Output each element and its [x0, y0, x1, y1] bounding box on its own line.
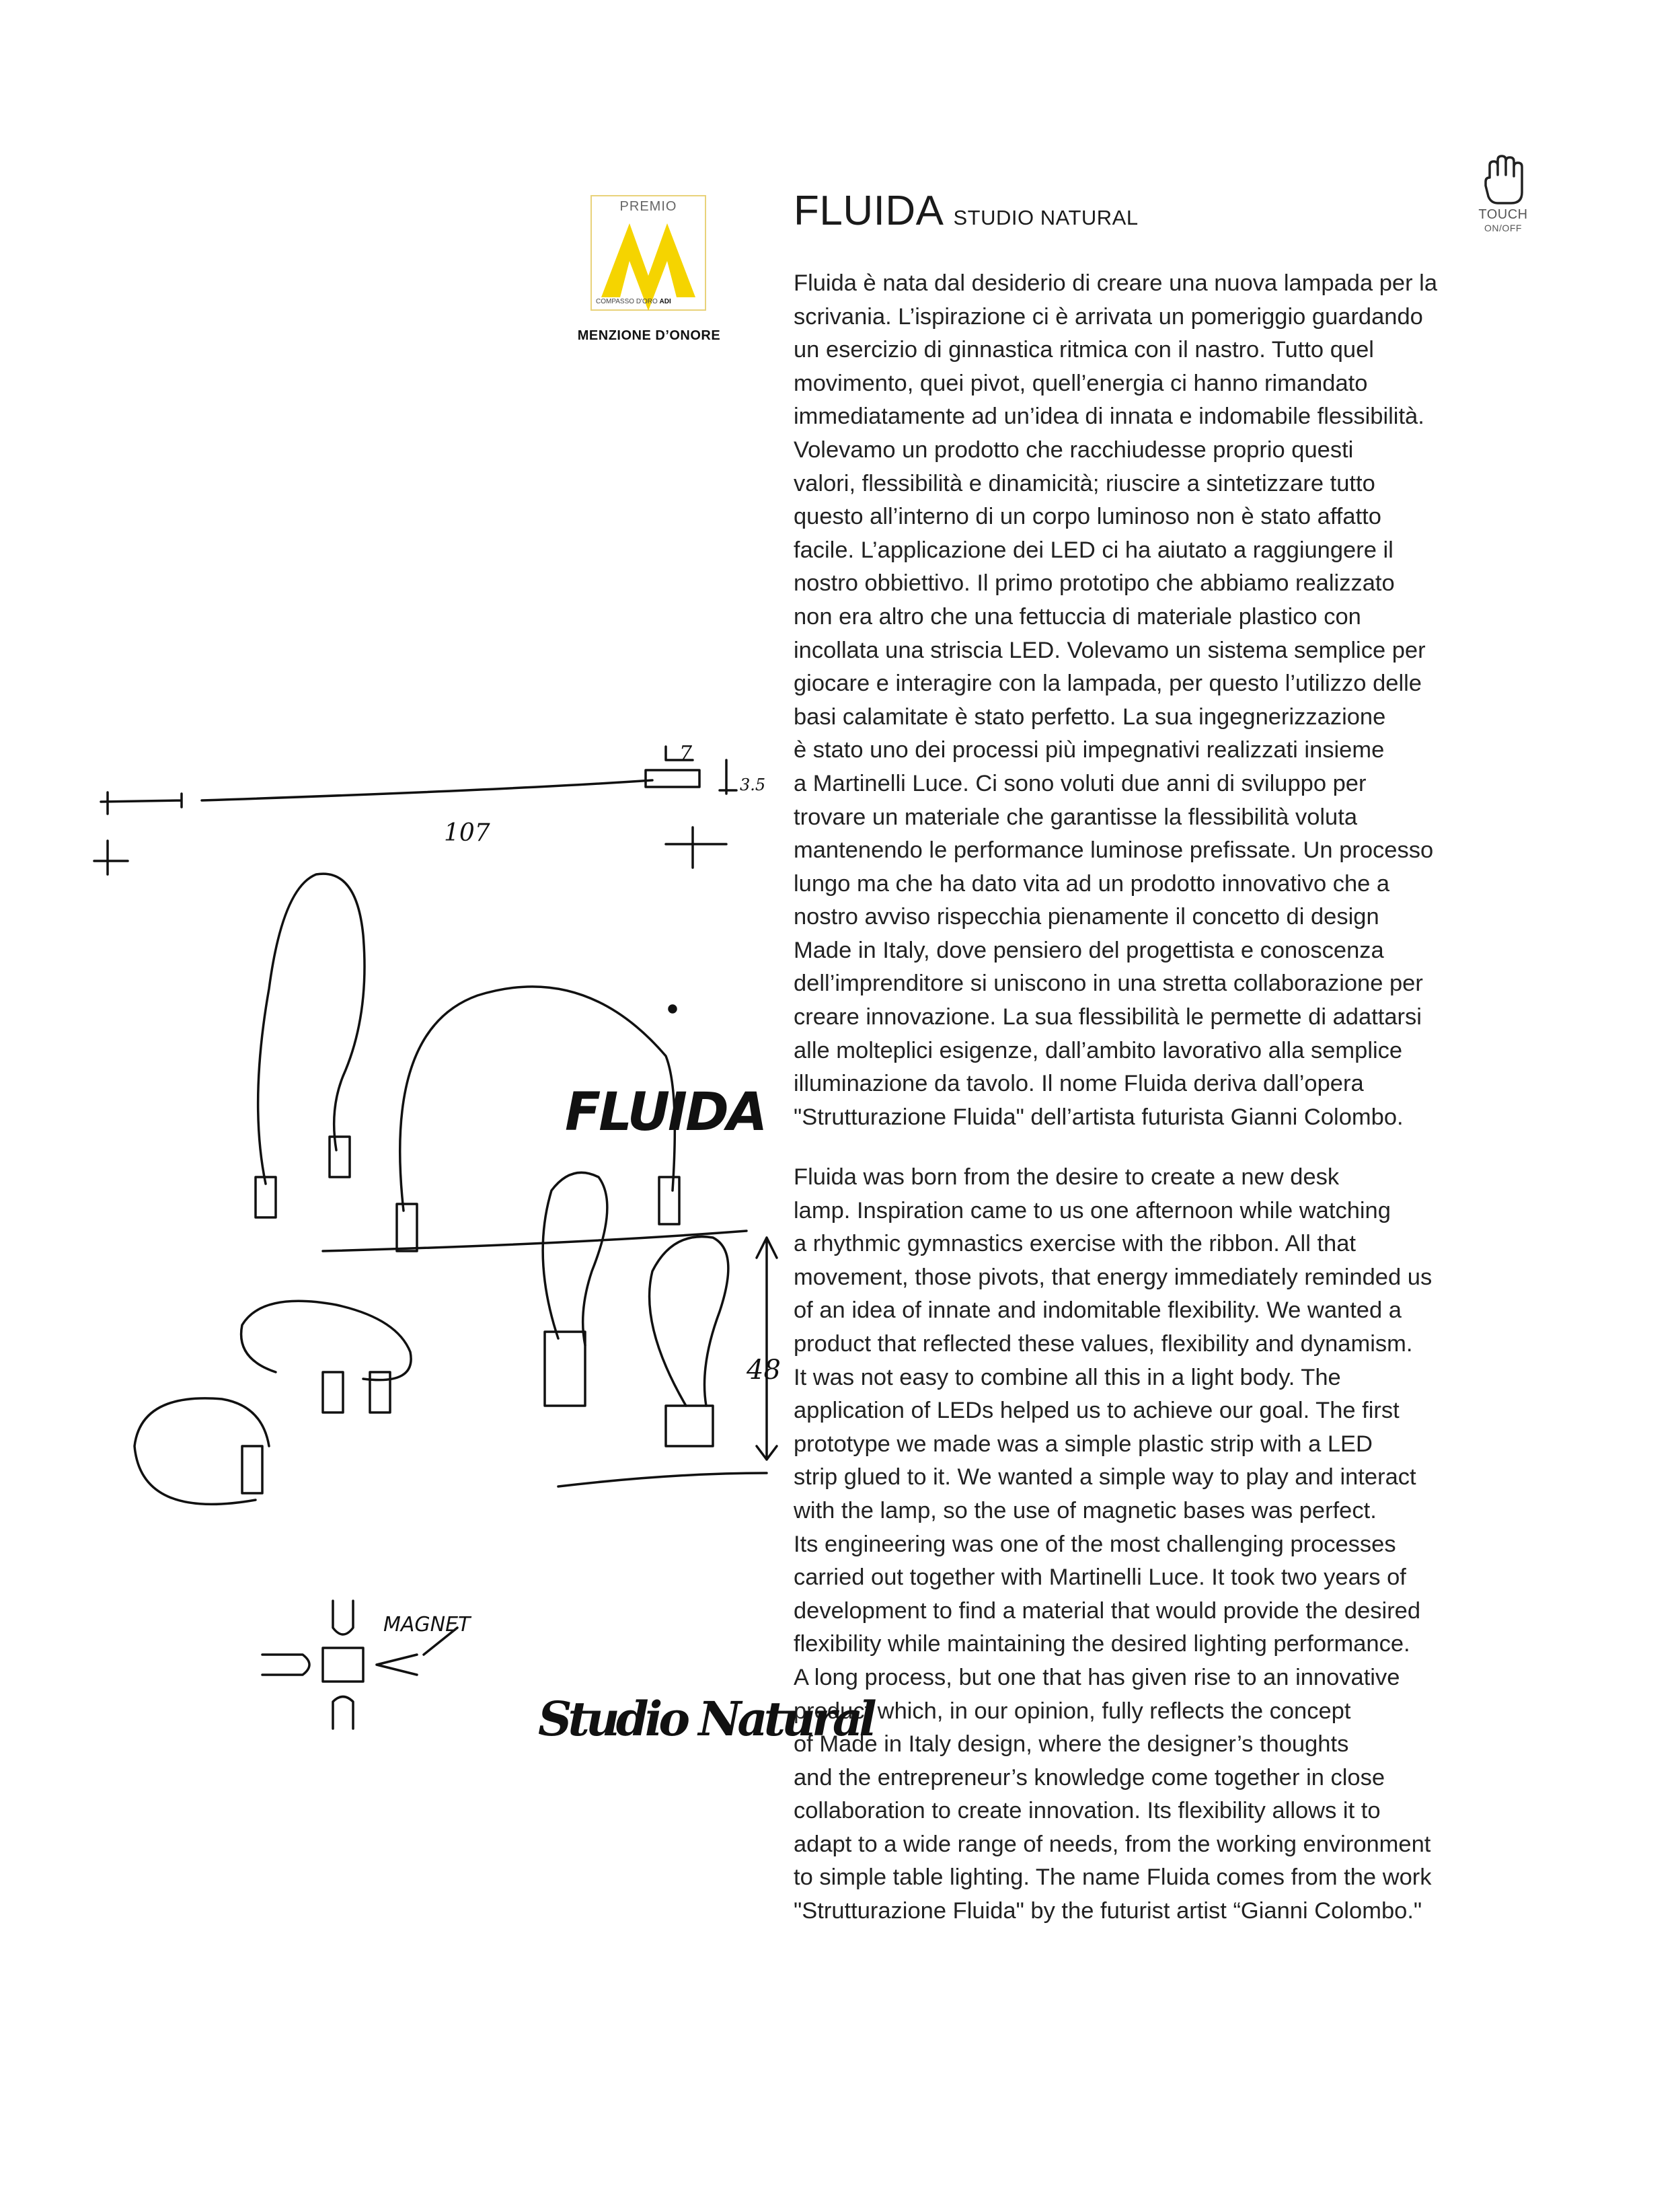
award-compasso-text: COMPASSO D'ORO	[596, 298, 658, 305]
lamp-base	[545, 1332, 585, 1406]
lamp-base	[330, 1137, 350, 1177]
table-line-2	[558, 1473, 767, 1486]
designer-name: STUDIO NATURAL	[953, 206, 1139, 229]
hand-icon	[1476, 155, 1530, 206]
touch-indicator	[1473, 155, 1533, 233]
magnet-left	[262, 1655, 309, 1675]
lamp-drop-center	[543, 1172, 607, 1345]
lamp-oval-top	[241, 1301, 412, 1380]
designer-signature: Studio Natural	[538, 1691, 873, 1747]
dot-mark	[669, 1006, 676, 1012]
lamp-base	[659, 1177, 679, 1224]
touch-label: TOUCH	[1478, 207, 1528, 222]
magnet-top	[333, 1601, 353, 1634]
magnet-right	[377, 1655, 417, 1675]
award-mention: MENZIONE D’ONORE	[577, 328, 721, 343]
dimension-marks-right	[720, 760, 736, 794]
lamp-sketch	[101, 742, 873, 1796]
magnet-square	[323, 1648, 363, 1682]
dim-side-label: 3.5	[740, 776, 766, 794]
award-compasso	[596, 298, 702, 305]
award-compasso-bold: ADI	[659, 298, 671, 305]
magnet-label: MAGNET	[383, 1613, 471, 1636]
lamp-bases	[323, 1372, 390, 1412]
dim-width-label: 107	[444, 819, 490, 847]
dimension-marks-left	[101, 792, 182, 814]
lamp-base	[397, 1204, 417, 1251]
description-italian: Fluida è nata dal desiderio di creare una nuova lampada per la scrivania. L’ispirazione ci è arrivata un pomeriggio guardando un esercizio di ginnastica ritmica con il nastro. Tutto quel movimento, quei pivot, quell’energia ci hanno rimandato immediatamente ad un’idea di innata e indomabile flessibilità. Volevamo un prodotto che racchiudesse proprio questi valori, flessibilità e dinamicità; riuscire a sintetizzare tutto questo all’interno di un corpo luminoso non è stato affatto facile. L’applicazione dei LED ci ha aiutato a raggiungere il nostro obbiettivo. Il primo prototipo che abbiamo realizzato non era altro che una fettuccia di materiale plastico con incollata una striscia LED. Volevamo un sistema semplice per giocare e interagire con la lampada, per questo l’utilizzo delle basi calamitate è stato perfetto. La sua ingegnerizzazione è stato uno dei processi più impegnativi realizzati insieme a Martinelli Luce. Ci sono voluti due anni di sviluppo per trovare un materiale che garantisse la flessibilità voluta mantenendo le performance luminose prefissate. Un processo lungo ma che ha dato vita ad un prodotto innovativo che a nostro avviso rispecchia pienamente il concetto di design Made in Italy, dove pensiero del progettista e conoscenza dell’imprenditore si uniscono in una stretta collaborazione per creare innovazione. La sua flessibilità le permette di adattarsi alle molteplici esigenze, dall’ambito lavorativo alla semplice illuminazione da tavolo. Il nome Fluida deriva dall’opera "Strutturazione Fluida" dell’artista futurista Gianni Colombo.	[794, 270, 1438, 1130]
cross-mark	[666, 827, 726, 868]
magnet-bottom	[333, 1697, 353, 1729]
height-dimension	[757, 1238, 777, 1460]
sketch-word: FLUIDA	[565, 1082, 766, 1143]
description-english: Fluida was born from the desire to create a new desk lamp. Inspiration came to us one afternoon while watching a rhythmic gymnastics exercise with the ribbon. All that movement, those pivots, that energy immediately reminded us of an idea of innate and indomitable flexibility. We wanted a product that reflected these values, flexibility and dynamism. It was not easy to combine all this in a light body. The application of LEDs helped us to achieve our goal. The first prototype we made was a simple plastic strip with a LED strip glued to it. We wanted a simple way to play and interact with the lamp, so the use of magnetic bases was perfect. Its engineering was one of the most challenging processes carried out together with Martinelli Luce. It took two years of development to find a material that would provide the desired flexibility while maintaining the desired lighting performance. A long process, but one that has given rise to an innovative product which, in our opinion, fully reflects the concept of Made in Italy design, where the designer’s thoughts and the entrepreneur’s knowledge come together in close collaboration to create innovation. Its flexibility allows it to adapt to a wide range of needs, from the working environment to simple table lighting. The name Fluida comes from the work "Strutturazione Fluida" by the futurist artist “Gianni Colombo."	[794, 1164, 1433, 1924]
dim-height-label: 48	[747, 1355, 781, 1386]
dim-top-label: 7	[679, 742, 693, 765]
lamp-oval-bottom	[135, 1398, 269, 1505]
touch-sublabel: ON/OFF	[1484, 223, 1522, 233]
cross-mark-left	[94, 841, 128, 874]
award-badge	[590, 195, 706, 311]
award-premio: PREMIO	[619, 199, 677, 214]
lamp-base	[242, 1446, 262, 1493]
product-name: FLUIDA	[794, 188, 944, 234]
dimension-line-top	[202, 780, 652, 800]
page-title	[794, 187, 1139, 235]
lamp-drop-right	[650, 1237, 728, 1406]
lamp-base	[666, 1406, 713, 1446]
